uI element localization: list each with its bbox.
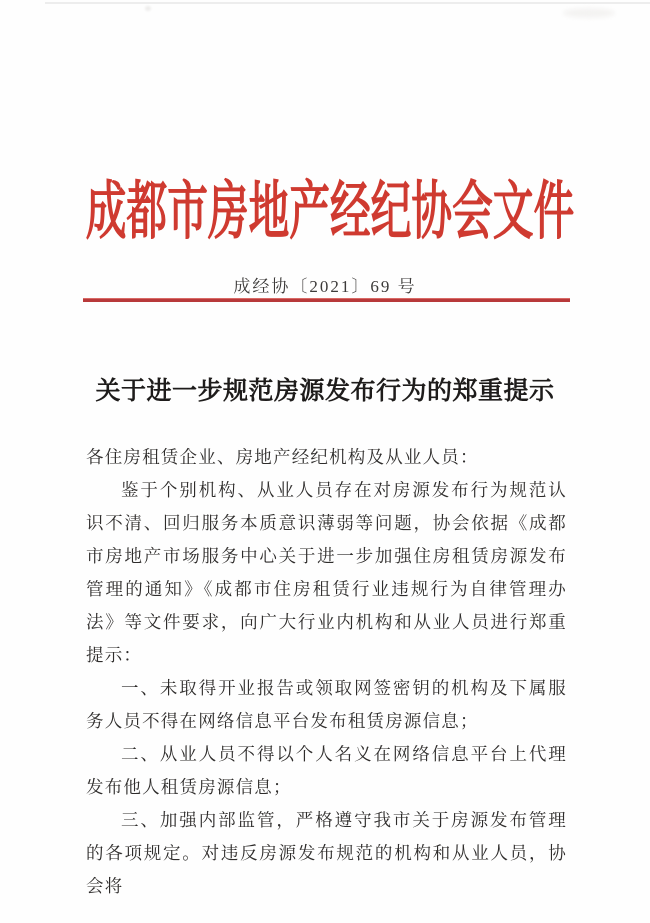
body-paragraph: 三、加强内部监管，严格遵守我市关于房源发布管理的各项规定。对违反房源发布规范的机构和从业人员，协会将 <box>86 810 567 896</box>
salutation: 各住房租赁企业、房地产经纪机构及从业人员： <box>86 447 479 467</box>
scan-dot-artifact <box>145 6 151 11</box>
document-title: 关于进一步规范房源发布行为的郑重提示 <box>95 378 555 405</box>
body-paragraph: 鉴于个别机构、从业人员存在对房源发布行为规范认识不清、回归服务本质意识薄弱等问题，协会依据《成都市房地产市场服务中心关于进一步加强住房租赁房源发布管理的通知》《成都市住房租赁行业违规行为自律管理办法》等文件要求，向广大行业内机构和从业人员进行郑重提示： <box>86 480 567 665</box>
scan-edge-artifact <box>45 2 650 4</box>
body-paragraph: 一、未取得开业报告或领取网签密钥的机构及下属服务人员不得在网络信息平台发布租赁房源信息； <box>86 678 567 731</box>
document-number: 成经协〔2021〕69 号 <box>233 277 417 296</box>
letterhead <box>0 160 650 247</box>
body-paragraph: 二、从业人员不得以个人名义在网络信息平台上代理发布他人租赁房源信息； <box>86 744 567 797</box>
red-divider-line <box>83 298 570 302</box>
letterhead-title: 成都市房地产经纪协会文件 <box>85 176 575 247</box>
document-body <box>86 441 567 903</box>
scan-smudge-artifact <box>563 8 615 18</box>
